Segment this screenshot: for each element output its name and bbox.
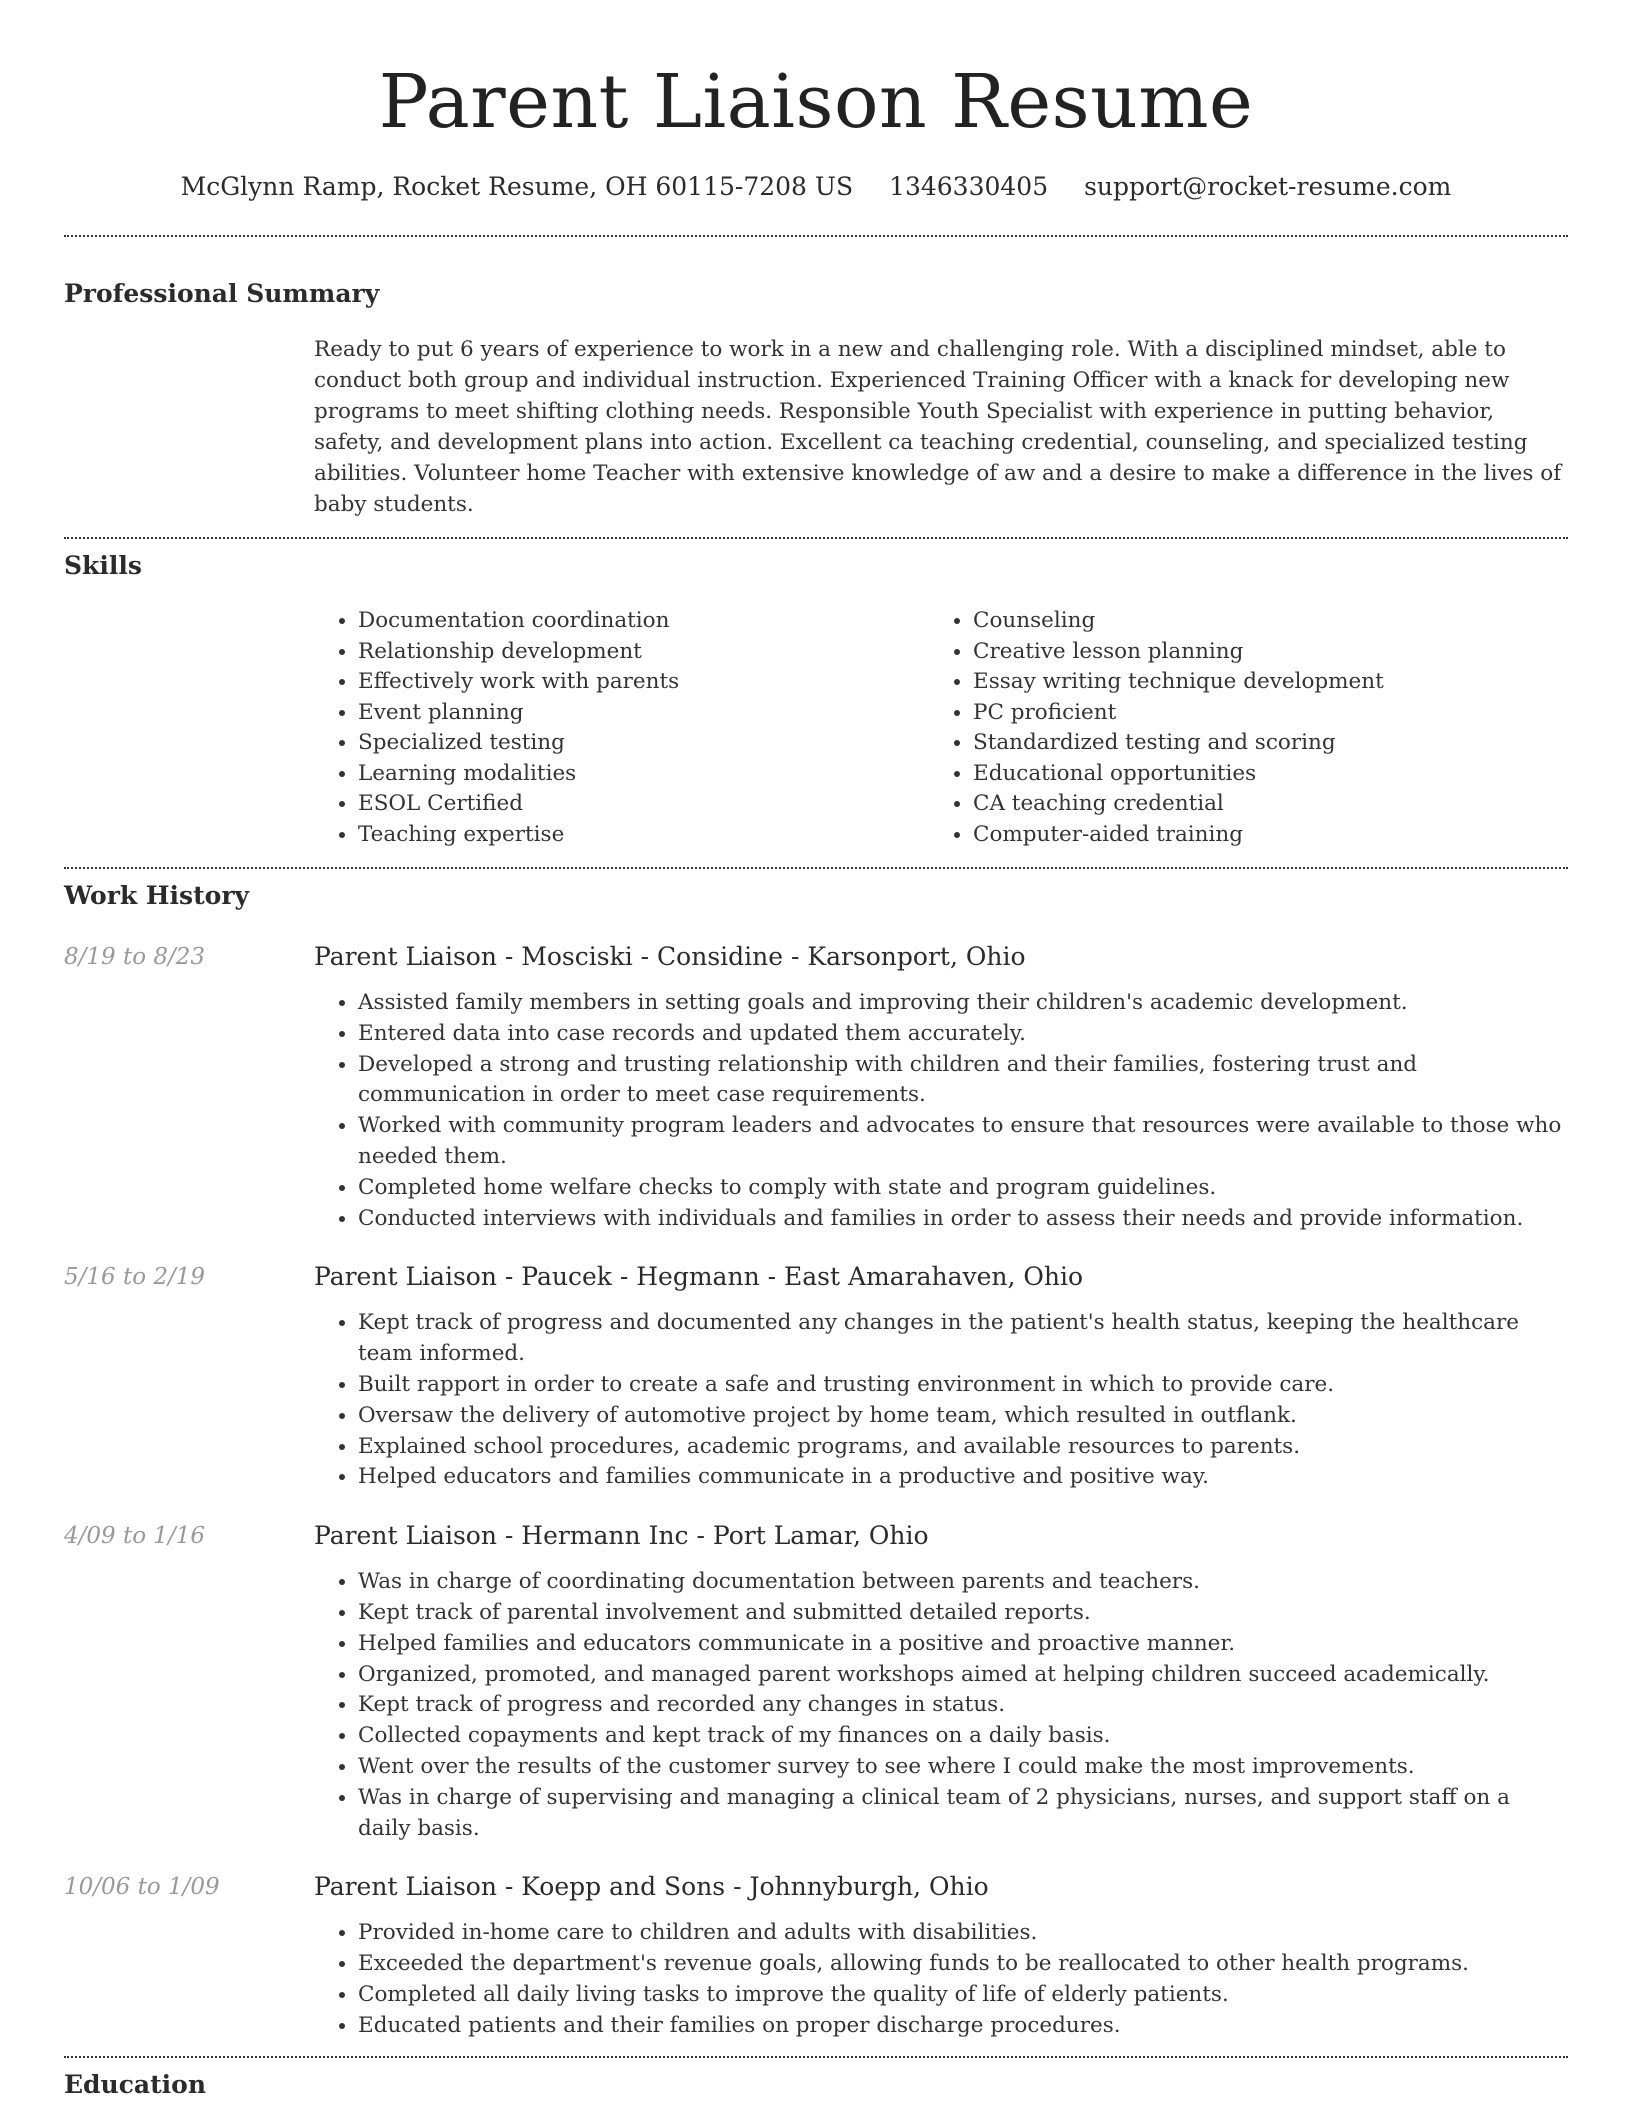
skill-item: • Specialized testing bbox=[358, 728, 929, 759]
job-bullets bbox=[314, 1918, 1568, 2041]
skill-item: • PC proficient bbox=[973, 698, 1544, 729]
resume-title: Parent Liaison Resume bbox=[378, 59, 1254, 145]
job-bullet: • Kept track of progress and recorded any changes in status. bbox=[358, 1690, 1568, 1721]
job-bullet: • Completed home welfare checks to comply with state and program guidelines. bbox=[358, 1173, 1568, 1204]
job-dates: 5/16 to 2/19 bbox=[64, 1264, 206, 1291]
job-bullet: • Conducted interviews with individuals and families in order to assess their needs and provide information. bbox=[358, 1204, 1568, 1235]
skill-item: • Educational opportunities bbox=[973, 759, 1544, 790]
job-entry bbox=[64, 1519, 1568, 1844]
job-bullet: • Organized, promoted, and managed parent workshops aimed at helping children succeed academically. bbox=[358, 1660, 1568, 1691]
job-body bbox=[314, 940, 1568, 1234]
header-divider bbox=[64, 235, 1568, 237]
job-bullet: • Was in charge of coordinating documentation between parents and teachers. bbox=[358, 1567, 1568, 1598]
skills-column-left bbox=[314, 606, 929, 850]
job-bullet: • Was in charge of supervising and managing a clinical team of 2 physicians, nurses, and support staff on a daily basis. bbox=[358, 1783, 1568, 1845]
summary-heading: Professional Summary bbox=[64, 279, 380, 308]
job-bullet: • Kept track of parental involvement and submitted detailed reports. bbox=[358, 1598, 1568, 1629]
job-bullet: • Educated patients and their families on proper discharge procedures. bbox=[358, 2011, 1568, 2042]
job-bullet: • Provided in-home care to children and adults with disabilities. bbox=[358, 1918, 1568, 1949]
contact-phone: 1346330405 bbox=[889, 172, 1049, 201]
skills-column-right bbox=[929, 606, 1544, 850]
job-bullet: • Built rapport in order to create a safe and trusting environment in which to provide care. bbox=[358, 1370, 1568, 1401]
skill-item: • Learning modalities bbox=[358, 759, 929, 790]
education-heading: Education bbox=[64, 2069, 207, 2099]
contact-line bbox=[64, 172, 1568, 201]
job-bullet: • Exceeded the department's revenue goals, allowing funds to be reallocated to other health programs. bbox=[358, 1949, 1568, 1980]
job-dates: 8/19 to 8/23 bbox=[64, 944, 206, 970]
work-divider bbox=[64, 2056, 1568, 2058]
job-bullet: • Oversaw the delivery of automotive project by home team, which resulted in outflank. bbox=[358, 1401, 1568, 1432]
job-title: Parent Liaison - Mosciski - Considine - Karsonport, Ohio bbox=[314, 942, 1026, 971]
skill-item: • Teaching expertise bbox=[358, 820, 929, 851]
job-entry bbox=[64, 940, 1568, 1234]
skill-item: • Relationship development bbox=[358, 637, 929, 668]
job-bullet: • Kept track of progress and documented any changes in the patient's health status, keeping the healthcare team informed. bbox=[358, 1308, 1568, 1370]
summary-text: Ready to put 6 years of experience to work in a new and challenging role. With a disciplined mindset, able to conduct both group and individual instruction. Experienced Training Officer with a knack for developing new programs to meet shifting clothing needs. Responsible Youth Specialist with experience in putting behavior, safety, and development plans into action. Excellent ca teaching credential, counseling, and specialized testing abilities. Volunteer home Teacher with extensive knowledge of aw and a desire to make a difference in the lives of baby students. bbox=[314, 337, 1562, 517]
job-bullets bbox=[314, 988, 1568, 1234]
job-bullet: • Explained school procedures, academic programs, and available resources to parents. bbox=[358, 1432, 1568, 1463]
skill-item: • Computer-aided training bbox=[973, 820, 1544, 851]
job-entry bbox=[64, 1260, 1568, 1493]
job-body bbox=[314, 1870, 1568, 2041]
job-title: Parent Liaison - Hermann Inc - Port Lamar, Ohio bbox=[314, 1521, 929, 1551]
skills-grid bbox=[314, 606, 1568, 850]
skill-item: • Effectively work with parents bbox=[358, 667, 929, 698]
job-bullet: • Worked with community program leaders and advocates to ensure that resources were available to those who needed them. bbox=[358, 1111, 1568, 1173]
job-body bbox=[314, 1519, 1568, 1844]
skill-item: • Creative lesson planning bbox=[973, 637, 1544, 668]
job-entry bbox=[64, 1870, 1568, 2041]
contact-email: support@rocket-resume.com bbox=[1084, 172, 1452, 201]
contact-address: McGlynn Ramp, Rocket Resume, OH 60115-7208 US bbox=[180, 172, 854, 201]
summary-divider bbox=[64, 537, 1568, 539]
skill-item: • CA teaching credential bbox=[973, 789, 1544, 820]
job-title: Parent Liaison - Paucek - Hegmann - East Amarahaven, Ohio bbox=[314, 1262, 1084, 1292]
job-bullets bbox=[314, 1567, 1568, 1844]
skill-item: • Documentation coordination bbox=[358, 606, 929, 637]
skill-item: • ESOL Certified bbox=[358, 789, 929, 820]
job-dates: 10/06 to 1/09 bbox=[64, 1874, 220, 1901]
job-bullet: • Went over the results of the customer survey to see where I could make the most improvements. bbox=[358, 1752, 1568, 1783]
skill-item: • Standardized testing and scoring bbox=[973, 728, 1544, 759]
skill-item: • Essay writing technique development bbox=[973, 667, 1544, 698]
job-bullet: • Helped educators and families communicate in a productive and positive way. bbox=[358, 1462, 1568, 1493]
skills-heading: Skills bbox=[64, 551, 142, 580]
skill-item: • Counseling bbox=[973, 606, 1544, 637]
job-bullet: • Developed a strong and trusting relationship with children and their families, fostering trust and communication in order to meet case requirements. bbox=[358, 1050, 1568, 1112]
work-history-heading: Work History bbox=[64, 881, 250, 910]
job-bullet: • Helped families and educators communicate in a positive and proactive manner. bbox=[358, 1629, 1568, 1660]
job-body bbox=[314, 1260, 1568, 1493]
job-bullet: • Collected copayments and kept track of my finances on a daily basis. bbox=[358, 1721, 1568, 1752]
job-bullets bbox=[314, 1308, 1568, 1493]
job-bullet: • Entered data into case records and updated them accurately. bbox=[358, 1019, 1568, 1050]
job-bullet: • Assisted family members in setting goals and improving their children's academic development. bbox=[358, 988, 1568, 1019]
job-dates: 4/09 to 1/16 bbox=[64, 1523, 206, 1550]
skill-item: • Event planning bbox=[358, 698, 929, 729]
skills-divider bbox=[64, 867, 1568, 869]
job-title: Parent Liaison - Koepp and Sons - Johnnyburgh, Ohio bbox=[314, 1872, 989, 1902]
job-bullet: • Completed all daily living tasks to improve the quality of life of elderly patients. bbox=[358, 1980, 1568, 2011]
